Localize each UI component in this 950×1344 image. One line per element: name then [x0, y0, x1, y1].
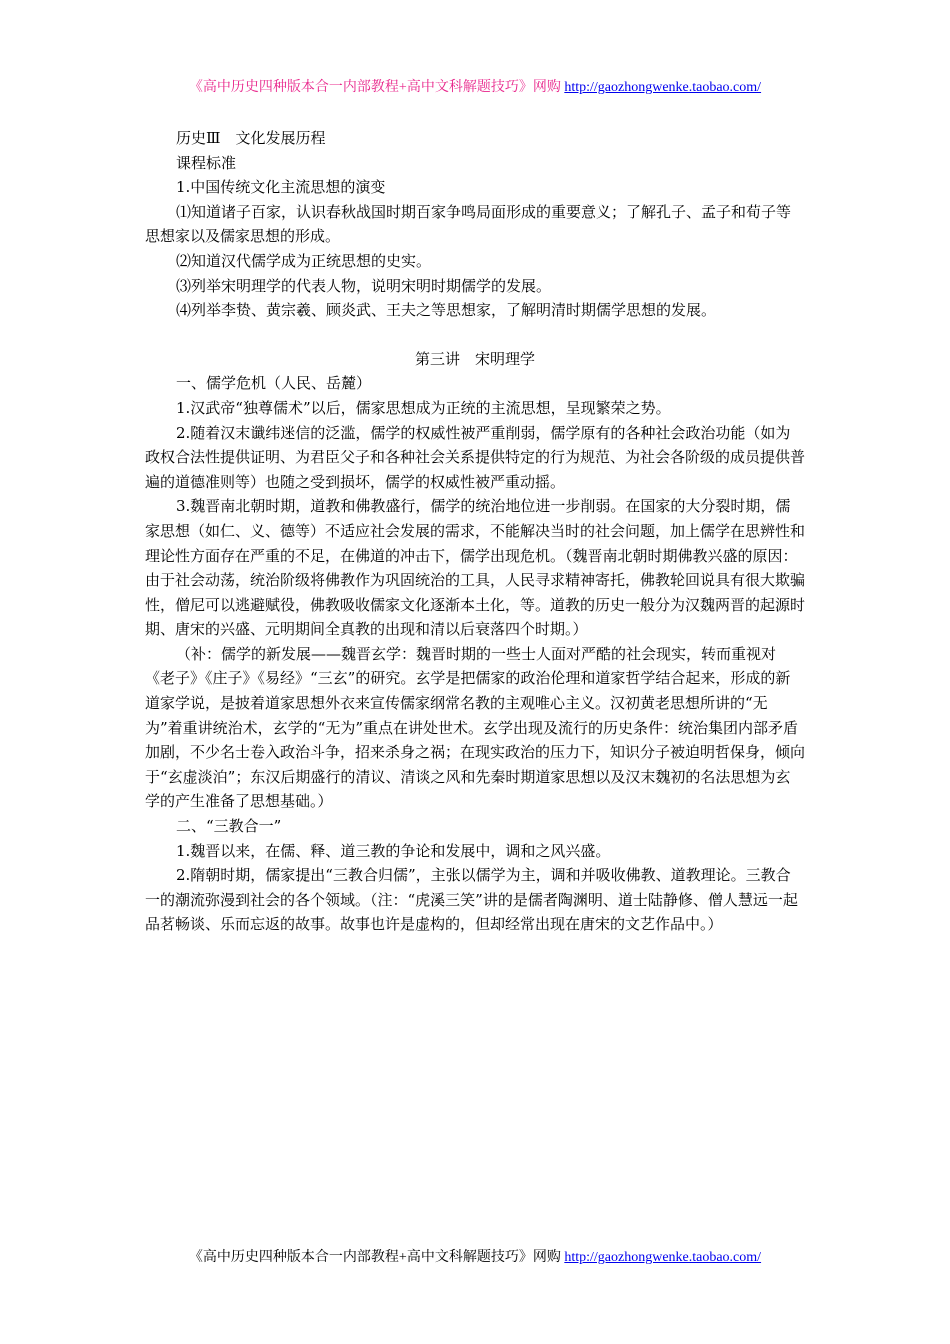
page-header	[0, 76, 950, 96]
paragraph: ⑴知道诸子百家，认识春秋战国时期百家争鸣局面形成的重要意义；了解孔子、孟子和荀子等思想家以及儒家思想的形成。	[145, 202, 792, 246]
paragraph: ⑶列举宋明理学的代表人物，说明宋明时期儒学的发展。	[176, 276, 552, 295]
header-link[interactable]: http://gaozhongwenke.taobao.com/	[564, 80, 762, 95]
footer-link[interactable]: http://gaozhongwenke.taobao.com/	[564, 1250, 762, 1265]
footer-text: 《高中历史四种版本合一内部教程+高中文科解题技巧》网购	[188, 1250, 565, 1265]
paragraph: ⑷列举李贽、黄宗羲、顾炎武、王夫之等思想家，了解明清时期儒学思想的发展。	[176, 301, 717, 320]
book-title: 历史Ⅲ 文化发展历程	[176, 129, 326, 147]
paragraph: 2.随着汉末谶纬迷信的泛滥，儒学的权威性被严重削弱，儒学原有的各种社会政治功能（如为政权合法性提供证明、为君臣父子和各种社会关系提供特定的行为规范、为社会各阶级的成员提供普遍的道德准则等）也随之受到损坏，儒学的权威性被严重动摇。	[145, 423, 806, 491]
paragraph: 1.汉武帝“独尊儒术”以后，儒家思想成为正统的主流思想，呈现繁荣之势。	[176, 398, 671, 417]
subsection-heading: 二、“三教合一”	[176, 817, 282, 836]
paragraph: （补：儒学的新发展——魏晋玄学：魏晋时期的一些士人面对严酷的社会现实，转而重视对《老子》《庄子》《易经》“三玄”的研究。玄学是把儒家的政治伦理和道家哲学结合起来，形成的新道家学说，是披着道家思想外衣来宣传儒家纲常名教的主观唯心主义。汉初黄老思想所讲的“无为”着重讲统治术，玄学的“无为”重点在讲处世术。玄学出现及流行的历史条件：统治集团内部矛盾加剧，不少名士卷入政治斗争，招来杀身之祸；在现实政治的压力下，知识分子被迫明哲保身，倾向于“玄虚淡泊”；东汉后期盛行的清议、清谈之风和先秦时期道家思想以及汉末魏初的名法思想为玄学的产生准备了思想基础。）	[145, 644, 806, 811]
paragraph: ⑵知道汉代儒学成为正统思想的史实。	[176, 251, 432, 270]
paragraph: 3.魏晋南北朝时期，道教和佛教盛行，儒学的统治地位进一步削弱。在国家的大分裂时期，儒家思想（如仁、义、德等）不适应社会发展的需求，不能解决当时的社会问题，加上儒学在思辨性和理论性方面存在严重的不足，在佛道的冲击下，儒学出现危机。（魏晋南北朝时期佛教兴盛的原因：由于社会动荡，统治阶级将佛教作为巩固统治的工具，人民寻求精神寄托，佛教轮回说具有很大欺骗性，僧尼可以逃避赋役，佛教吸收儒家文化逐渐本土化，等。道教的历史一般分为汉魏两晋的起源时期、唐宋的兴盛、元明期间全真教的出现和清以后衰落四个时期。）	[145, 497, 806, 639]
section-heading: 课程标准	[176, 153, 237, 172]
subsection-heading: 一、儒学危机（人民、岳麓）	[176, 374, 372, 393]
header-text: 《高中历史四种版本合一内部教程+高中文科解题技巧》网购	[188, 80, 565, 95]
lecture-title: 第三讲 宋明理学	[414, 349, 535, 368]
document-body	[145, 126, 805, 937]
page-footer	[0, 1246, 950, 1266]
paragraph: 2.隋朝时期，儒家提出“三教合归儒”，主张以儒学为主，调和并吸收佛教、道教理论。三教合一的潮流弥漫到社会的各个领域。（注：“虎溪三笑”讲的是儒者陶渊明、道士陆静修、僧人慧远一起品茗畅谈、乐而忘返的故事。故事也许是虚构的，但却经常出现在唐宋的文艺作品中。）	[145, 866, 798, 934]
paragraph: 1.中国传统文化主流思想的演变	[176, 178, 386, 197]
paragraph: 1.魏晋以来，在儒、释、道三教的争论和发展中，调和之风兴盛。	[176, 841, 611, 860]
